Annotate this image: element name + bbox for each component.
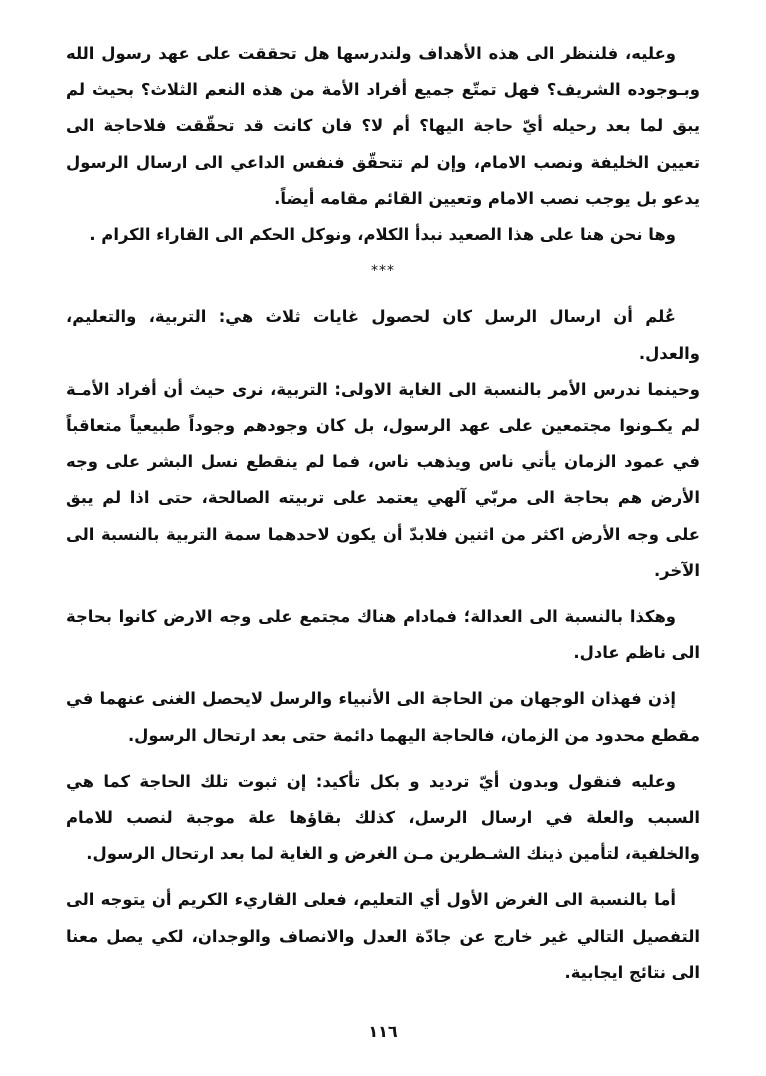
page-body-text bbox=[66, 36, 700, 991]
paragraph-education: وحينما ندرس الأمر بالنسبة الى الغاية الاولى: التربية، نرى حيث أن أفراد الأمـة لم يكـونوا مجتمعين على عهد الرسول، بل كان وجودهم وجوداً طبيعياً متعاقباً في عمود الزمان يأتي ناس ويذهب ناس، فما لم ينقطع نسل البشر على وجه الأرض هم بحاجة الى مربّي آلهي يعتمد على تربيته الصالحة، حتى اذا لم يبق على وجه الأرض اكثر من اثنين فلابدّ أن يكون لاحدهما سمة التربية بالنسبة الى الآخر. bbox=[66, 379, 700, 580]
paragraph-two-aspects: إذن فهذان الوجهان من الحاجة الى الأنبياء والرسل لايحصل الغنى عنهما في مقطع محدود من الزمان، فالحاجة اليهما دائمة حتى بعد ارتحال الرسول. bbox=[66, 689, 700, 745]
section-separator: *** bbox=[371, 263, 395, 280]
paragraph-goals-question: وعليه، فلننظر الى هذه الأهداف ولندرسها هل تحققت على عهد رسول الله وبـوجوده الشريف؟ فهل تمتّع جميع أفراد الأمة من هذه النعم الثلاث؟ بحيث لم يبق لما بعد رحيله أيّ حاجة اليها؟ أم لا؟ فان كانت قد تحقّقت فلاحاجة الى تعيين الخليفة ونصب الامام، وإن لم تتحقّق فنفس الداعي الى ارسال الرسول يدعو بل يوجب نصب الامام وتعيين القائم مقامه أيضاً. bbox=[66, 44, 700, 208]
paragraph-judgement: وها نحن هنا على هذا الصعيد نبدأ الكلام، ونوكل الحكم الى القاراء الكرام . bbox=[89, 225, 676, 245]
paragraph-justice: وهكذا بالنسبة الى العدالة؛ فمادام هناك مجتمع على وجه الارض كانوا بحاجة الى ناظم عادل. bbox=[66, 607, 700, 663]
paragraph-first-goal: أما بالنسبة الى الغرض الأول أي التعليم، فعلى القاريء الكريم أن يتوجه الى التفصيل التالي غير خارج عن جادّة العدل والانصاف والوجدان، لكي يصل معنا الى نتائج ايجابية. bbox=[66, 890, 700, 982]
paragraph-conclusion: وعليه فنقول وبدون أيّ ترديد و بكل تأكيد: إن ثبوت تلك الحاجة كما هي السبب والعلة في ارسال الرسل، كذلك بقاؤها علة موجبة لنصب للامام والخلفية، لتأمين ذينك الشـطرين مـن الغرض و الغاية لما بعد ارتحال الرسول. bbox=[66, 771, 700, 864]
page-number: ١١٦ bbox=[368, 1022, 398, 1041]
paragraph-three-goals: عُلم أن ارسال الرسل كان لحصول غايات ثلاث هي: التربية، والتعليم، والعدل. bbox=[66, 307, 700, 363]
